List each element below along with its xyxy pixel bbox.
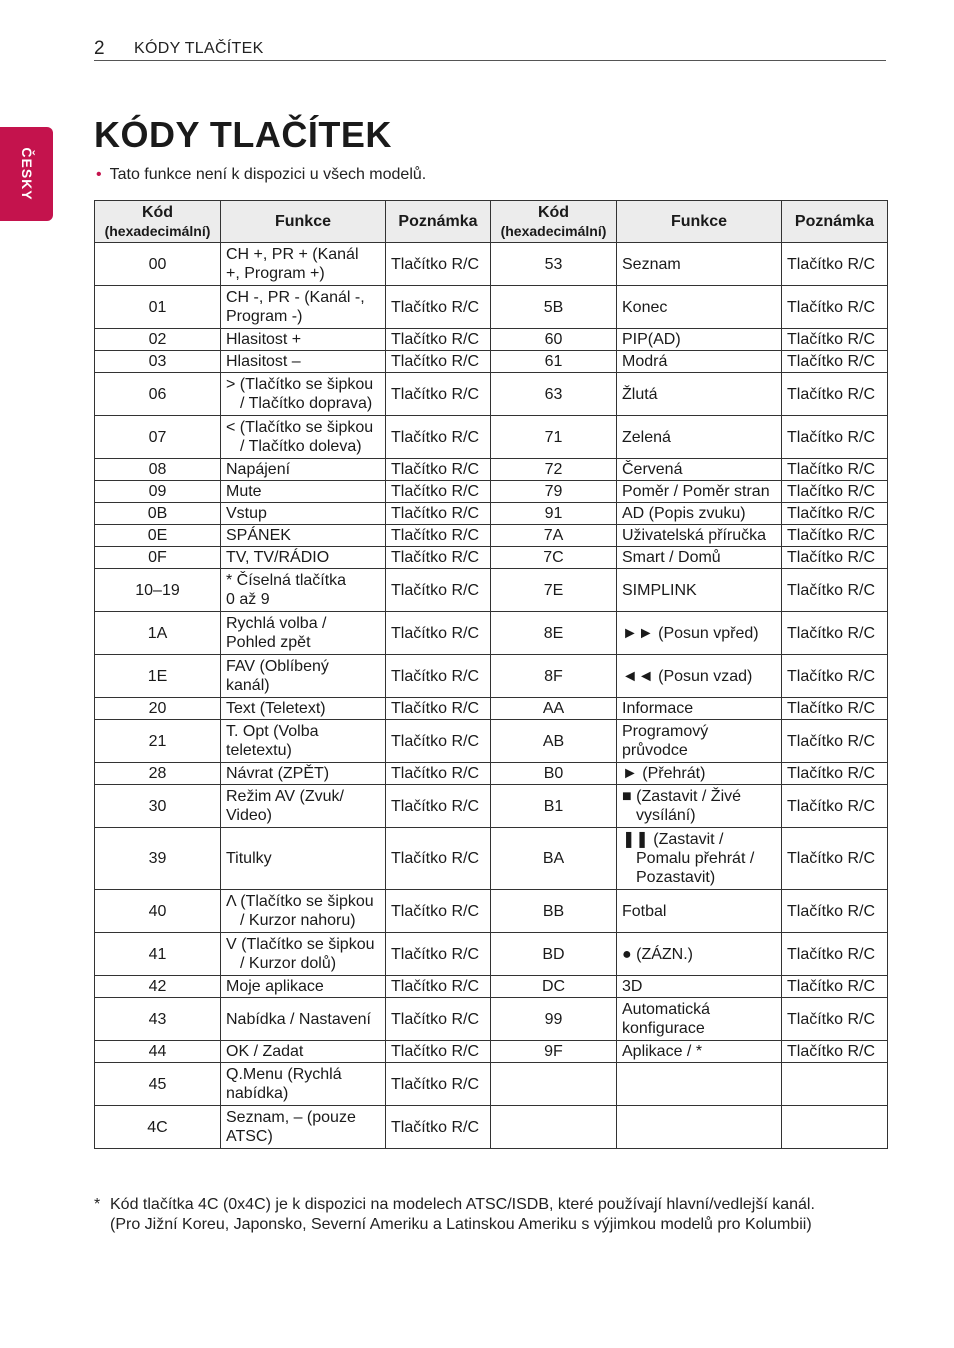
code-cell-right: 5B xyxy=(491,286,617,329)
function-cell-left xyxy=(221,503,386,525)
code-cell-right: 72 xyxy=(491,459,617,481)
function-line: Rychlá volba / xyxy=(226,615,327,632)
function-line: AD (Popis zvuku) xyxy=(622,505,746,522)
code-cell-left: 20 xyxy=(95,698,221,720)
function-line: / Tlačítko doleva) xyxy=(240,438,362,455)
remark-cell-left: Tlačítko R/C xyxy=(386,1063,491,1106)
function-line: ◄◄ (Posun vzad) xyxy=(622,667,753,685)
remark-cell-left: Tlačítko R/C xyxy=(386,828,491,890)
availability-note xyxy=(94,166,426,184)
function-line: Informace xyxy=(622,700,694,717)
remark-cell-right: Tlačítko R/C xyxy=(782,998,888,1041)
function-cell-right xyxy=(617,763,782,785)
remark-cell-right: Tlačítko R/C xyxy=(782,525,888,547)
function-line: Hlasitost + xyxy=(226,331,302,348)
code-cell-left: 06 xyxy=(95,373,221,416)
function-line: Aplikace / * xyxy=(622,1043,703,1060)
key-codes-table xyxy=(94,200,888,1149)
header-code-left: Kód (hexadecimální) xyxy=(95,201,221,243)
code-cell-left: 21 xyxy=(95,720,221,763)
function-line: Programový xyxy=(622,723,709,740)
function-line: Poměr / Poměr stran xyxy=(622,483,770,500)
table-row xyxy=(95,763,888,785)
function-cell-left xyxy=(221,933,386,976)
header-remark-left: Poznámka xyxy=(386,201,491,243)
function-line: Fotbal xyxy=(622,902,667,920)
function-cell-left xyxy=(221,243,386,286)
function-cell-right xyxy=(617,976,782,998)
function-line: Text (Teletext) xyxy=(226,700,326,717)
table-row xyxy=(95,503,888,525)
code-cell-left: 42 xyxy=(95,976,221,998)
code-cell-left: 00 xyxy=(95,243,221,286)
function-line: / Kurzor nahoru) xyxy=(240,912,356,929)
function-cell-left xyxy=(221,612,386,655)
remark-cell-right: Tlačítko R/C xyxy=(782,698,888,720)
language-side-tab xyxy=(0,127,53,221)
function-line: Vstup xyxy=(226,505,267,522)
function-line: Moje aplikace xyxy=(226,978,324,995)
remark-cell-right: Tlačítko R/C xyxy=(782,1041,888,1063)
remark-cell-left: Tlačítko R/C xyxy=(386,243,491,286)
table-row xyxy=(95,373,888,416)
code-cell-right: 53 xyxy=(491,243,617,286)
function-cell-left xyxy=(221,1106,386,1149)
remark-cell-left: Tlačítko R/C xyxy=(386,503,491,525)
code-cell-right: 9F xyxy=(491,1041,617,1063)
table-row xyxy=(95,481,888,503)
code-cell-left: 07 xyxy=(95,416,221,459)
function-cell-left xyxy=(221,1041,386,1063)
code-cell-right: 60 xyxy=(491,329,617,351)
function-cell-right xyxy=(617,329,782,351)
code-cell-right xyxy=(491,1106,617,1149)
function-cell-left xyxy=(221,416,386,459)
function-line: 3D xyxy=(622,978,643,995)
footnote-line-2: (Pro Jižní Koreu, Japonsko, Severní Ameriku a Latinskou Ameriku s výjimkou modelů pro Kolumbii) xyxy=(110,1216,812,1233)
function-line: < (Tlačítko se šipkou xyxy=(226,419,374,436)
function-line: Pomalu přehrát / xyxy=(636,850,755,867)
function-line: Modrá xyxy=(622,353,668,370)
function-line: ATSC) xyxy=(226,1128,273,1145)
function-line: nabídka) xyxy=(226,1085,289,1102)
header-function-left: Funkce xyxy=(221,201,386,243)
code-cell-left: 39 xyxy=(95,828,221,890)
code-cell-right: 71 xyxy=(491,416,617,459)
remark-cell-left: Tlačítko R/C xyxy=(386,698,491,720)
function-line: CH +, PR + (Kanál xyxy=(226,246,359,263)
function-line: ● (ZÁZN.) xyxy=(622,945,693,963)
remark-cell-right: Tlačítko R/C xyxy=(782,569,888,612)
code-cell-right: BD xyxy=(491,933,617,976)
code-cell-right: BA xyxy=(491,828,617,890)
function-cell-left xyxy=(221,351,386,373)
function-line: Titulky xyxy=(226,850,272,867)
function-cell-left xyxy=(221,785,386,828)
function-line: kanál) xyxy=(226,677,270,694)
code-cell-left: 03 xyxy=(95,351,221,373)
code-cell-left: 43 xyxy=(95,998,221,1041)
function-cell-right xyxy=(617,525,782,547)
remark-cell-right: Tlačítko R/C xyxy=(782,655,888,698)
page-title: KÓDY TLAČÍTEK xyxy=(94,114,392,155)
remark-cell-right: Tlačítko R/C xyxy=(782,612,888,655)
function-line: ► (Přehrát) xyxy=(622,765,706,782)
table-row xyxy=(95,976,888,998)
code-cell-right: B0 xyxy=(491,763,617,785)
table-row xyxy=(95,612,888,655)
function-cell-left xyxy=(221,329,386,351)
function-cell-right xyxy=(617,612,782,655)
function-line: Uživatelská příručka xyxy=(622,527,767,544)
function-cell-left xyxy=(221,890,386,933)
table-body xyxy=(95,243,888,1149)
remark-cell-left: Tlačítko R/C xyxy=(386,547,491,569)
remark-cell-right: Tlačítko R/C xyxy=(782,828,888,890)
remark-cell-left: Tlačítko R/C xyxy=(386,569,491,612)
function-cell-left xyxy=(221,373,386,416)
function-line: konfigurace xyxy=(622,1020,705,1037)
table-row xyxy=(95,998,888,1041)
remark-cell-left: Tlačítko R/C xyxy=(386,481,491,503)
remark-cell-right: Tlačítko R/C xyxy=(782,243,888,286)
bullet-icon: • xyxy=(96,166,102,183)
code-cell-right: B1 xyxy=(491,785,617,828)
table-row xyxy=(95,286,888,329)
function-line: Pozastavit) xyxy=(636,869,716,886)
function-cell-right xyxy=(617,459,782,481)
function-line: vysílání) xyxy=(636,807,696,824)
remark-cell-right: Tlačítko R/C xyxy=(782,933,888,976)
function-line: PIP(AD) xyxy=(622,331,681,348)
code-cell-left: 40 xyxy=(95,890,221,933)
function-line: Návrat (ZPĚT) xyxy=(226,765,330,782)
function-line: V (Tlačítko se šipkou xyxy=(226,936,375,953)
function-cell-left xyxy=(221,481,386,503)
remark-cell-left: Tlačítko R/C xyxy=(386,933,491,976)
function-line: / Kurzor dolů) xyxy=(240,955,337,972)
remark-cell-right: Tlačítko R/C xyxy=(782,416,888,459)
function-line: Zelená xyxy=(622,428,671,446)
code-cell-left: 08 xyxy=(95,459,221,481)
function-cell-right xyxy=(617,569,782,612)
code-cell-left: 44 xyxy=(95,1041,221,1063)
function-line: ►► (Posun vpřed) xyxy=(622,624,759,642)
function-cell-left xyxy=(221,976,386,998)
remark-cell-left: Tlačítko R/C xyxy=(386,976,491,998)
function-cell-right xyxy=(617,998,782,1041)
function-cell-right xyxy=(617,1041,782,1063)
function-line: FAV (Oblíbený xyxy=(226,658,329,675)
function-line: Režim AV (Zvuk/ xyxy=(226,788,344,805)
remark-cell-right xyxy=(782,1106,888,1149)
code-cell-left: 09 xyxy=(95,481,221,503)
remark-cell-right: Tlačítko R/C xyxy=(782,373,888,416)
function-cell-right xyxy=(617,933,782,976)
function-line: Hlasitost – xyxy=(226,353,301,370)
function-line: ❚❚ (Zastavit / xyxy=(622,831,724,848)
code-cell-left: 30 xyxy=(95,785,221,828)
remark-cell-right: Tlačítko R/C xyxy=(782,890,888,933)
remark-cell-left: Tlačítko R/C xyxy=(386,373,491,416)
function-line: CH -, PR - (Kanál -, xyxy=(226,289,365,306)
remark-cell-right xyxy=(782,1063,888,1106)
function-cell-right xyxy=(617,547,782,569)
code-cell-left: 45 xyxy=(95,1063,221,1106)
function-line: Seznam xyxy=(622,255,681,273)
function-cell-right xyxy=(617,243,782,286)
remark-cell-left: Tlačítko R/C xyxy=(386,785,491,828)
function-cell-left xyxy=(221,720,386,763)
table-row xyxy=(95,655,888,698)
remark-cell-right: Tlačítko R/C xyxy=(782,286,888,329)
function-cell-left xyxy=(221,525,386,547)
availability-note-text: Tato funkce není k dispozici u všech modelů. xyxy=(109,166,427,183)
page-header xyxy=(94,36,886,61)
header-remark-right: Poznámka xyxy=(782,201,888,243)
function-cell-right xyxy=(617,698,782,720)
code-cell-right: BB xyxy=(491,890,617,933)
function-line: ■ (Zastavit / Živé xyxy=(622,788,742,805)
code-cell-right: 79 xyxy=(491,481,617,503)
code-cell-right: 7E xyxy=(491,569,617,612)
function-line: Pohled zpět xyxy=(226,634,311,651)
function-cell-right xyxy=(617,416,782,459)
function-line: Konec xyxy=(622,298,668,316)
function-line: Napájení xyxy=(226,461,291,478)
function-cell-left xyxy=(221,763,386,785)
table-row xyxy=(95,547,888,569)
code-cell-left: 10–19 xyxy=(95,569,221,612)
code-cell-left: 02 xyxy=(95,329,221,351)
code-cell-right: 8F xyxy=(491,655,617,698)
remark-cell-right: Tlačítko R/C xyxy=(782,481,888,503)
function-line: teletextu) xyxy=(226,742,292,759)
function-cell-left xyxy=(221,286,386,329)
function-cell-right xyxy=(617,286,782,329)
function-line: Program -) xyxy=(226,308,303,325)
table-row xyxy=(95,1041,888,1063)
remark-cell-left: Tlačítko R/C xyxy=(386,351,491,373)
table-row xyxy=(95,828,888,890)
function-line: > (Tlačítko se šipkou xyxy=(226,376,374,393)
code-cell-right: 91 xyxy=(491,503,617,525)
function-line: Mute xyxy=(226,483,262,500)
function-line: * Číselná tlačítka xyxy=(226,572,347,589)
remark-cell-left: Tlačítko R/C xyxy=(386,763,491,785)
function-line: Q.Menu (Rychlá xyxy=(226,1066,342,1083)
footnote-line-1: * Kód tlačítka 4C (0x4C) je k dispozici na modelech ATSC/ISDB, které používají hlavní/vedlejší kanál. xyxy=(94,1196,815,1213)
function-cell-right xyxy=(617,655,782,698)
table-row xyxy=(95,351,888,373)
function-cell-right xyxy=(617,1063,782,1106)
code-cell-right: AA xyxy=(491,698,617,720)
header-code-right: Kód (hexadecimální) xyxy=(491,201,617,243)
function-line: Smart / Domů xyxy=(622,549,721,566)
code-cell-left: 0B xyxy=(95,503,221,525)
function-line: Červená xyxy=(622,461,683,478)
language-side-tab-label: ČESKY xyxy=(18,147,35,201)
code-cell-right xyxy=(491,1063,617,1106)
function-line: průvodce xyxy=(622,742,688,759)
code-cell-left: 28 xyxy=(95,763,221,785)
function-cell-right xyxy=(617,785,782,828)
table-row xyxy=(95,1063,888,1106)
code-cell-left: 01 xyxy=(95,286,221,329)
function-cell-left xyxy=(221,655,386,698)
remark-cell-right: Tlačítko R/C xyxy=(782,459,888,481)
remark-cell-right: Tlačítko R/C xyxy=(782,329,888,351)
remark-cell-left: Tlačítko R/C xyxy=(386,459,491,481)
remark-cell-right: Tlačítko R/C xyxy=(782,503,888,525)
remark-cell-right: Tlačítko R/C xyxy=(782,785,888,828)
code-cell-left: 4C xyxy=(95,1106,221,1149)
function-cell-right xyxy=(617,481,782,503)
table-row xyxy=(95,720,888,763)
code-cell-right: DC xyxy=(491,976,617,998)
code-cell-left: 41 xyxy=(95,933,221,976)
table-row xyxy=(95,569,888,612)
remark-cell-left: Tlačítko R/C xyxy=(386,612,491,655)
remark-cell-left: Tlačítko R/C xyxy=(386,286,491,329)
code-cell-left: 1E xyxy=(95,655,221,698)
remark-cell-left: Tlačítko R/C xyxy=(386,1106,491,1149)
function-cell-left xyxy=(221,1063,386,1106)
remark-cell-left: Tlačítko R/C xyxy=(386,655,491,698)
table-row xyxy=(95,525,888,547)
function-line: Žlutá xyxy=(622,385,658,403)
function-cell-left xyxy=(221,828,386,890)
function-cell-left xyxy=(221,459,386,481)
code-cell-right: 61 xyxy=(491,351,617,373)
function-cell-right xyxy=(617,828,782,890)
code-cell-right: 63 xyxy=(491,373,617,416)
function-cell-left xyxy=(221,698,386,720)
table-row xyxy=(95,243,888,286)
page-number: 2 xyxy=(94,38,105,59)
remark-cell-right: Tlačítko R/C xyxy=(782,763,888,785)
table-row xyxy=(95,890,888,933)
code-cell-left: 1A xyxy=(95,612,221,655)
code-cell-right: 7C xyxy=(491,547,617,569)
remark-cell-left: Tlačítko R/C xyxy=(386,525,491,547)
code-cell-left: 0E xyxy=(95,525,221,547)
remark-cell-right: Tlačítko R/C xyxy=(782,720,888,763)
function-cell-right xyxy=(617,373,782,416)
function-cell-right xyxy=(617,1106,782,1149)
function-line: T. Opt (Volba xyxy=(226,723,319,740)
function-line: / Tlačítko doprava) xyxy=(240,395,373,412)
function-cell-left xyxy=(221,998,386,1041)
function-line: Λ (Tlačítko se šipkou xyxy=(226,893,374,910)
function-line: +, Program +) xyxy=(226,265,325,282)
function-cell-right xyxy=(617,503,782,525)
function-line: TV, TV/RÁDIO xyxy=(226,549,330,566)
table-row xyxy=(95,416,888,459)
function-cell-right xyxy=(617,720,782,763)
table-row xyxy=(95,329,888,351)
function-line: SIMPLINK xyxy=(622,581,697,599)
function-line: SPÁNEK xyxy=(226,527,291,544)
function-line: Video) xyxy=(226,807,272,824)
remark-cell-left: Tlačítko R/C xyxy=(386,329,491,351)
code-cell-left: 0F xyxy=(95,547,221,569)
table-row xyxy=(95,459,888,481)
table-row xyxy=(95,698,888,720)
table-row xyxy=(95,933,888,976)
remark-cell-left: Tlačítko R/C xyxy=(386,890,491,933)
code-cell-right: 8E xyxy=(491,612,617,655)
code-cell-right: 99 xyxy=(491,998,617,1041)
remark-cell-left: Tlačítko R/C xyxy=(386,416,491,459)
footnote xyxy=(94,1195,894,1235)
function-line: 0 až 9 xyxy=(226,591,270,608)
remark-cell-right: Tlačítko R/C xyxy=(782,547,888,569)
function-cell-left xyxy=(221,547,386,569)
code-cell-right: AB xyxy=(491,720,617,763)
header-function-right: Funkce xyxy=(617,201,782,243)
function-line: Nabídka / Nastavení xyxy=(226,1010,371,1028)
function-cell-right xyxy=(617,351,782,373)
remark-cell-right: Tlačítko R/C xyxy=(782,976,888,998)
remark-cell-left: Tlačítko R/C xyxy=(386,720,491,763)
function-line: Seznam, – (pouze xyxy=(226,1109,356,1126)
remark-cell-left: Tlačítko R/C xyxy=(386,1041,491,1063)
code-cell-right: 7A xyxy=(491,525,617,547)
table-row xyxy=(95,1106,888,1149)
running-title: KÓDY TLAČÍTEK xyxy=(134,40,264,57)
remark-cell-right: Tlačítko R/C xyxy=(782,351,888,373)
function-cell-right xyxy=(617,890,782,933)
table-header-row xyxy=(95,201,888,243)
table-row xyxy=(95,785,888,828)
remark-cell-left: Tlačítko R/C xyxy=(386,998,491,1041)
function-line: OK / Zadat xyxy=(226,1043,304,1060)
function-cell-left xyxy=(221,569,386,612)
function-line: Automatická xyxy=(622,1001,711,1018)
